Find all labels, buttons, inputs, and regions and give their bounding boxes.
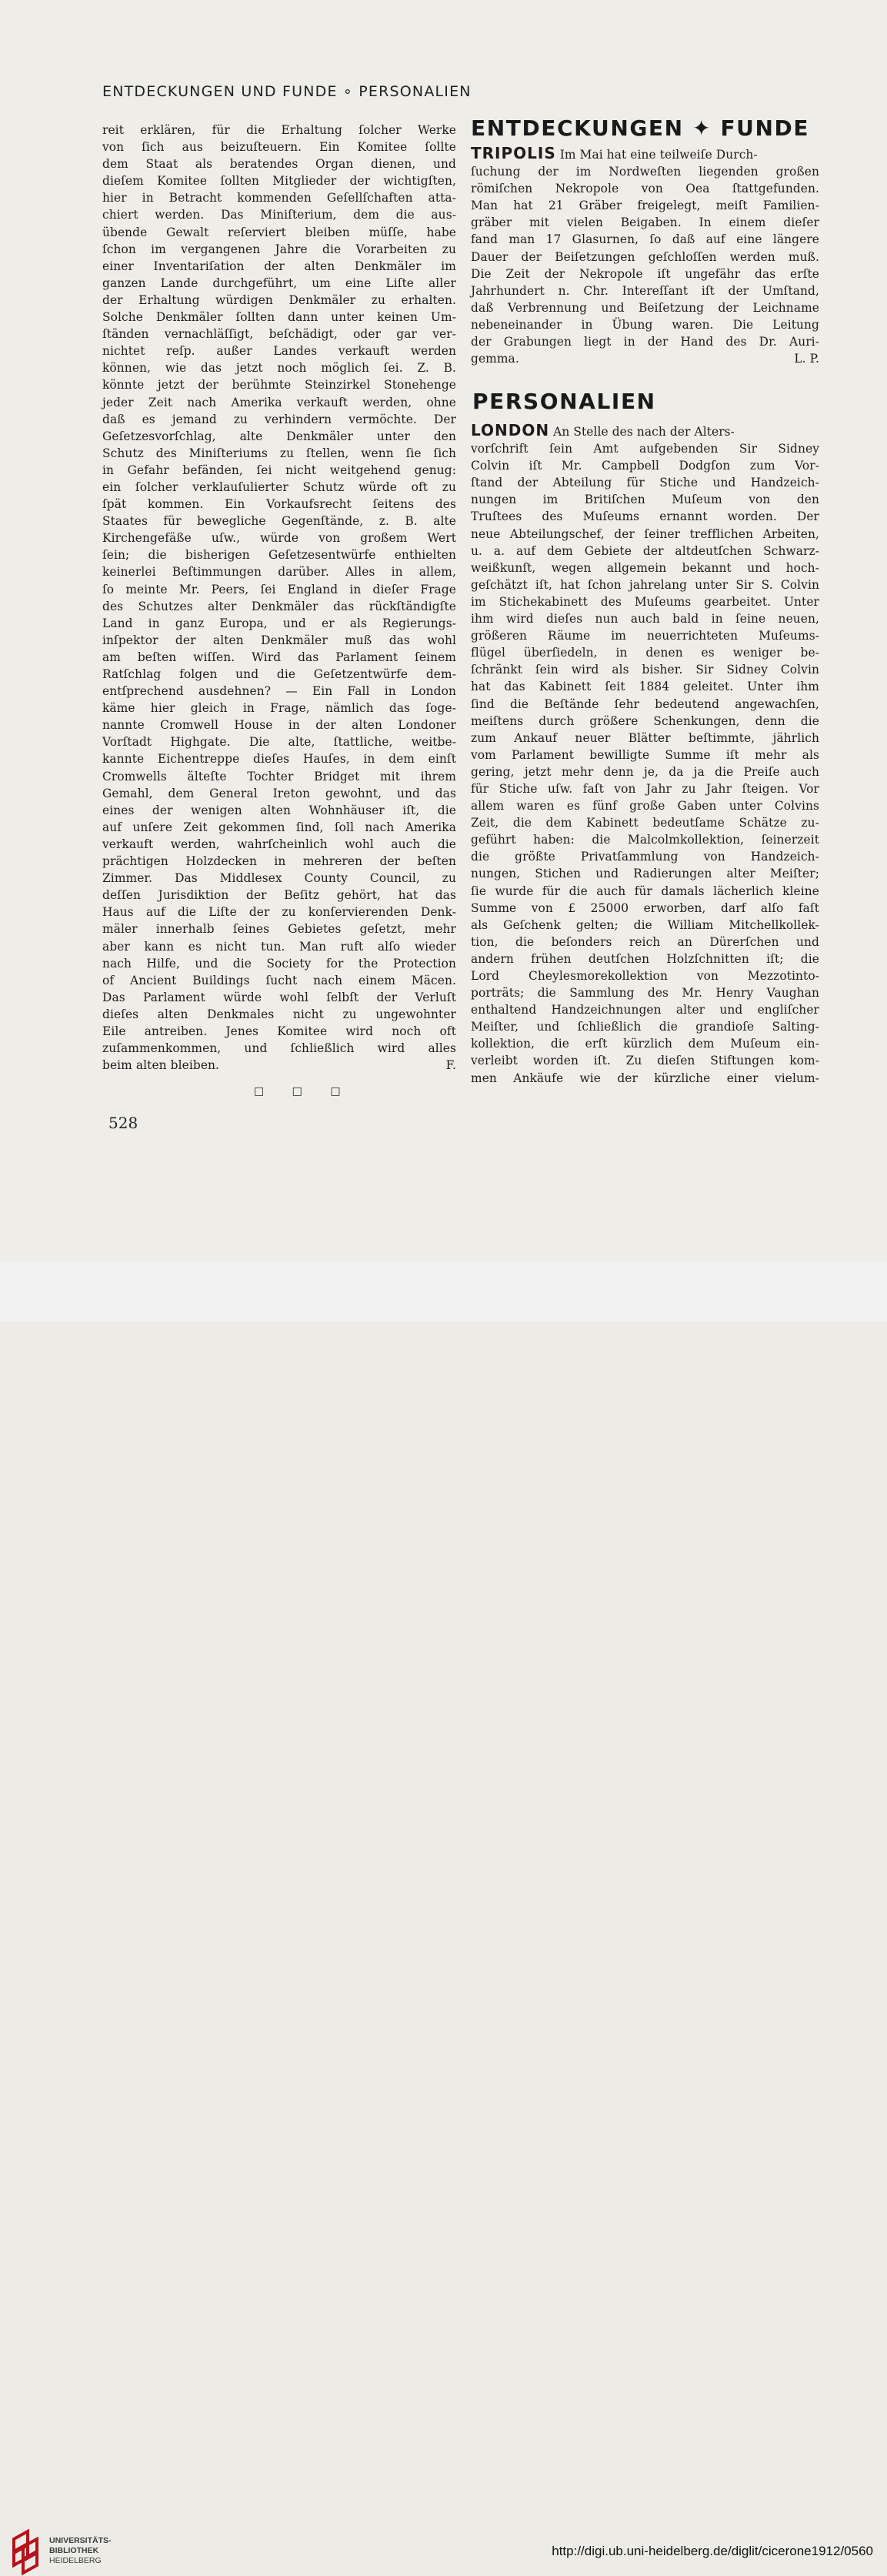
text-line: tion, die beſonders reich an Dürerſchen und xyxy=(471,934,819,949)
text-line: daß es jemand zu verhindern vermöchte. Der xyxy=(102,412,456,426)
scanned-page xyxy=(0,0,887,1262)
text-line: des Schutzes alter Denkmäler das rückſtändigſte xyxy=(102,599,456,613)
text-line: Man hat 21 Gräber freigelegt, meiſt Familien- xyxy=(471,199,819,213)
text-line: inſpektor der alten Denkmäler muß das wohl xyxy=(102,633,456,647)
source-url-link[interactable]: http://digi.ub.uni-heidelberg.de/diglit/cicerone1912/0560 xyxy=(552,2544,873,2558)
text-line: Ratſchlag folgen und die Geſetzentwürfe dem- xyxy=(102,667,456,681)
text-line: geführt haben: die Malcolmkollektion, ſeinerzeit xyxy=(471,833,819,847)
text-line: von ſich aus beizuſteuern. Ein Komitee ſollte xyxy=(102,140,456,155)
text-line: ſo meinte Mr. Peers, ſei England in dieſer Frage xyxy=(102,582,456,596)
text-line: nach Hilfe, und die Society for the Protection xyxy=(102,956,456,971)
text-line: Summe von £ 25000 erworben, darf alſo faſt xyxy=(471,900,819,915)
text-line: chiert werden. Das Miniſterium, dem die aus- xyxy=(102,208,456,222)
text-line: Schutz des Miniſteriums zu ſtellen, wenn ſie ſich xyxy=(102,446,456,460)
library-name-line3: HEIDELBERG xyxy=(49,2556,102,2565)
text-line: am beſten wiſſen. Wird das Parlament ſeinem xyxy=(102,650,456,664)
right-column-personalien xyxy=(471,422,819,1087)
section-title-personalien: PERSONALIEN xyxy=(472,389,656,414)
text-line: ſpät kommen. Ein Vorkaufsrecht ſeitens des xyxy=(102,497,456,512)
text-line: fand man 17 Glasurnen, ſo daß auf eine längere xyxy=(471,232,819,247)
tripolis-first-line xyxy=(471,145,819,163)
text-line: dem Staat als beratendes Organ dienen, und xyxy=(102,157,456,172)
text-line: Staates für bewegliche Gegenſtände, z. B. alte xyxy=(102,514,456,529)
tripolis-first-line-text: Im Mai hat eine teilweiſe Durch- xyxy=(555,148,758,162)
text-line: ſtänden vernachläſſigt, beſchädigt, oder gar ver- xyxy=(102,327,456,342)
text-line: Meiſter, und ſchließlich die grandioſe Salting- xyxy=(471,1020,819,1034)
text-line: Das Parlament würde wohl ſelbſt der Verluſt xyxy=(102,990,456,1004)
text-line: übende Gewalt reſerviert bleiben müſſe, habe xyxy=(102,225,456,239)
text-line: of Ancient Buildings ſucht nach einem Mäcen. xyxy=(102,973,456,987)
text-line: ſchränkt ſein wird als bisher. Sir Sidney Colvin xyxy=(471,663,819,677)
text-line: eines der wenigen alten Wohnhäuser iſt, die xyxy=(102,803,456,817)
text-line: Colvin iſt Mr. Campbell Dodgſon zum Vor- xyxy=(471,459,819,473)
left-column-closing xyxy=(102,1057,456,1074)
text-line: gering, jetzt mehr denn je, da ja die Preiſe auch xyxy=(471,764,819,779)
text-line: ein ſolcher verklauſulierter Schutz würde oft zu xyxy=(102,479,456,494)
text-line: vom Parlament bewilligte Summe iſt mehr als xyxy=(471,747,819,762)
text-line: kollektion, die erſt kürzlich dem Muſeum ein- xyxy=(471,1037,819,1051)
text-line: mäler innerhalb ſeines Gebietes geſetzt, mehr xyxy=(102,922,456,937)
text-line: Dauer der Beiſetzungen geſchloſſen werden muß. xyxy=(471,249,819,264)
text-line: Vorſtadt Highgate. Die alte, ſtattliche, weitbe- xyxy=(102,735,456,750)
text-line: Zimmer. Das Middlesex County Council, zu xyxy=(102,871,456,886)
library-name xyxy=(49,2536,112,2566)
text-line: nebeneinander in Übung waren. Die Leitung xyxy=(471,317,819,332)
library-name-line1: UNIVERSITÄTS- xyxy=(49,2536,112,2545)
text-line: allem waren es fünf große Gaben unter Colvins xyxy=(471,799,819,814)
text-line: im Stichekabinett des Muſeums gearbeitet. Unter xyxy=(471,594,819,609)
text-line: porträts; die Sammlung des Mr. Henry Vaughan xyxy=(471,986,819,1001)
text-line: kannte Eichentreppe dieſes Hauſes, in dem einſt xyxy=(102,752,456,767)
runin-heading-tripolis: TRIPOLIS xyxy=(471,144,556,162)
library-name-line2: BIBLIOTHEK xyxy=(49,2546,99,2555)
text-line: ſuchung der im Nordweſten liegenden großen xyxy=(471,165,819,179)
text-line: keinerlei Beſtimmungen darüber. Alles in allem, xyxy=(102,565,456,580)
text-line: Zeit, die dem Kabinett bedeutſame Schätze zu- xyxy=(471,816,819,830)
text-line: Haus auf die Liſte der zu konſervierenden Denk- xyxy=(102,905,456,920)
text-line: weißkunſt, wegen allgemein bekannt und hoch- xyxy=(471,560,819,575)
text-line: zum Ankauf neuer Blätter beſtimmte, jährlich xyxy=(471,730,819,745)
tripolis-last-line: gemma. xyxy=(471,352,519,366)
text-line: in Gefahr befänden, ſei nicht weitgehend genug: xyxy=(102,463,456,477)
text-line: der Grabungen liegt in der Hand des Dr. Auri- xyxy=(471,335,819,349)
text-line: reit erklären, für die Erhaltung ſolcher Werke xyxy=(102,123,456,137)
text-line: Gemahl, dem General Ireton gewohnt, und das xyxy=(102,786,456,800)
text-line: Lord Cheylesmorekollektion von Mezzotinto- xyxy=(471,969,819,983)
text-line: vorſchrift ſein Amt aufgebenden Sir Sidney xyxy=(471,442,819,456)
text-line: Cromwells älteſte Tochter Bridget mit ihrem xyxy=(102,769,456,783)
left-column-lines xyxy=(102,122,456,1057)
london-first-line-text: An Stelle des nach der Alters- xyxy=(549,425,735,439)
text-line: deſſen Jurisdiktion der Beſitz gehört, hat das xyxy=(102,888,456,903)
london-first-line xyxy=(471,422,819,440)
text-line: einer Inventariſation der alten Denkmäler im xyxy=(102,259,456,273)
text-line: geſchätzt iſt, hat ſchon jahrelang unter Sir S. Colvin xyxy=(471,577,819,592)
text-line: u. a. auf dem Gebiete der altdeutſchen Schwarz- xyxy=(471,543,819,558)
text-line: ganzen Lande durchgeführt, um eine Liſte aller xyxy=(102,276,456,290)
footer-bar xyxy=(0,1262,887,2565)
text-line: ihm wird dieſes nun auch bald in ſeine neuen, xyxy=(471,612,819,626)
text-line: könnte jetzt der berühmte Steinzirkel Stonehenge xyxy=(102,378,456,393)
text-line: verkauft werden, wahrſcheinlich wohl auch die xyxy=(102,837,456,851)
section-end-ornament: □ □ □ xyxy=(254,1085,353,1098)
text-line: ſie wurde für die auch für damals lächerlich kleine xyxy=(471,884,819,898)
text-line: men Ankäufe wie der kürzliche einer vielum- xyxy=(471,1071,819,1085)
left-column-last-line: beim alten bleiben. xyxy=(102,1058,220,1073)
page-number: 528 xyxy=(108,1114,138,1132)
runin-heading-london: LONDON xyxy=(471,421,550,439)
text-line: entſprechend ausdehnen? — Ein Fall in London xyxy=(102,684,456,699)
right-column-entdeckungen xyxy=(471,145,819,367)
text-line: hat das Kabinett ſeit 1884 geleitet. Unter ihm xyxy=(471,680,819,694)
text-line: können, wie das jetzt noch möglich ſei. Z. B. xyxy=(102,361,456,376)
text-line: meiſtens durch größere Schenkungen, denn die xyxy=(471,713,819,728)
text-line: dieſes alten Denkmales nicht zu ungewohnter xyxy=(102,1007,456,1021)
text-line: für Stiche uſw. faſt von Jahr zu Jahr ſteigen. Vor xyxy=(471,781,819,796)
text-line: nannte Cromwell House in der alten Londoner xyxy=(102,718,456,733)
text-line: ſchon im vergangenen Jahre die Vorarbeiten zu xyxy=(102,242,456,256)
text-line: nichtet reſp. außer Landes verkauft werden xyxy=(102,344,456,359)
text-line: prächtigen Holzdecken in mehreren der beſten xyxy=(102,854,456,869)
text-line: verleibt worden iſt. Zu dieſen Stiftungen kom- xyxy=(471,1054,819,1068)
tripolis-closing xyxy=(471,350,819,367)
text-line: käme hier gleich in Frage, nämlich das ſoge- xyxy=(102,701,456,716)
tripolis-lines xyxy=(471,163,819,350)
text-line: neue Abteilungschef, der ſeiner trefflichen Arbeiten, xyxy=(471,526,819,541)
london-lines xyxy=(471,440,819,1087)
text-line: jeder Zeit nach Amerika verkauft werden, ohne xyxy=(102,395,456,409)
text-line: daß Verbrennung und Beiſetzung der Leichname xyxy=(471,300,819,315)
text-line: andern frühen deutſchen Holzſchnitten iſt; die xyxy=(471,951,819,966)
text-line: nungen, Stichen und Radierungen alter Meiſter; xyxy=(471,867,819,881)
text-line: der Erhaltung würdigen Denkmäler zu erhalten. xyxy=(102,292,456,307)
text-line: die größte Privatſammlung von Handzeich- xyxy=(471,850,819,864)
text-line: Solche Denkmäler ſollten dann unter keinen Um- xyxy=(102,310,456,325)
text-line: ſein; die bisherigen Geſetzesentwürfe enthielten xyxy=(102,548,456,563)
text-line: enthaltend Handzeichnungen alter und engliſcher xyxy=(471,1003,819,1017)
text-line: Truſtees des Muſeums ernannt worden. Der xyxy=(471,510,819,524)
text-line: auf unſere Zeit gekommen ſind, ſoll nach Amerika xyxy=(102,820,456,834)
text-line: hier in Betracht kommenden Geſellſchaften atta- xyxy=(102,191,456,205)
text-line: gräber mit vielen Beigaben. In einem dieſer xyxy=(471,216,819,230)
text-line: Kirchengefäße uſw., würde von großem Wert xyxy=(102,531,456,546)
text-line: römiſchen Nekropole von Oea ſtattgefunden. xyxy=(471,182,819,196)
text-line: dieſem Komitee ſollten Mitglieder der wichtigſten, xyxy=(102,174,456,189)
text-line: aber kann es nicht tun. Man ruft alſo wieder xyxy=(102,939,456,954)
text-line: nungen im Britiſchen Muſeum von den xyxy=(471,493,819,507)
running-head: ENTDECKUNGEN UND FUNDE ∘ PERSONALIEN xyxy=(102,83,472,100)
text-line: Land in ganz Europa, und er als Regierungs- xyxy=(102,616,456,630)
text-line: Die Zeit der Nekropole iſt ungefähr das erſte xyxy=(471,266,819,281)
text-line: größeren Räume im neuerrichteten Muſeums- xyxy=(471,629,819,643)
section-title-entdeckungen: ENTDECKUNGEN ✦ FUNDE xyxy=(471,115,810,141)
text-line: ſind die Beſtände ſehr bedeutend angewachſen, xyxy=(471,697,819,711)
text-line: Geſetzesvorſchlag, alte Denkmäler unter den xyxy=(102,429,456,443)
left-column-signature: F. xyxy=(445,1058,456,1073)
text-line: als Geſchenk gelten; die William Mitchellkollek- xyxy=(471,917,819,932)
text-line: zuſammenkommen, und ſchließlich wird alles xyxy=(102,1041,456,1056)
university-library-logo-icon xyxy=(9,2528,43,2576)
text-line: Eile antreiben. Jenes Komitee wird noch oft xyxy=(102,1024,456,1038)
tripolis-signature: L. P. xyxy=(794,352,819,366)
text-line: ſtand der Abteilung für Stiche und Handzeich- xyxy=(471,476,819,490)
left-column xyxy=(102,122,456,1074)
text-line: flügel überſiedeln, in denen es weniger be- xyxy=(471,646,819,660)
text-line: Jahrhundert n. Chr. Intereſſant iſt der Umſtand, xyxy=(471,283,819,298)
